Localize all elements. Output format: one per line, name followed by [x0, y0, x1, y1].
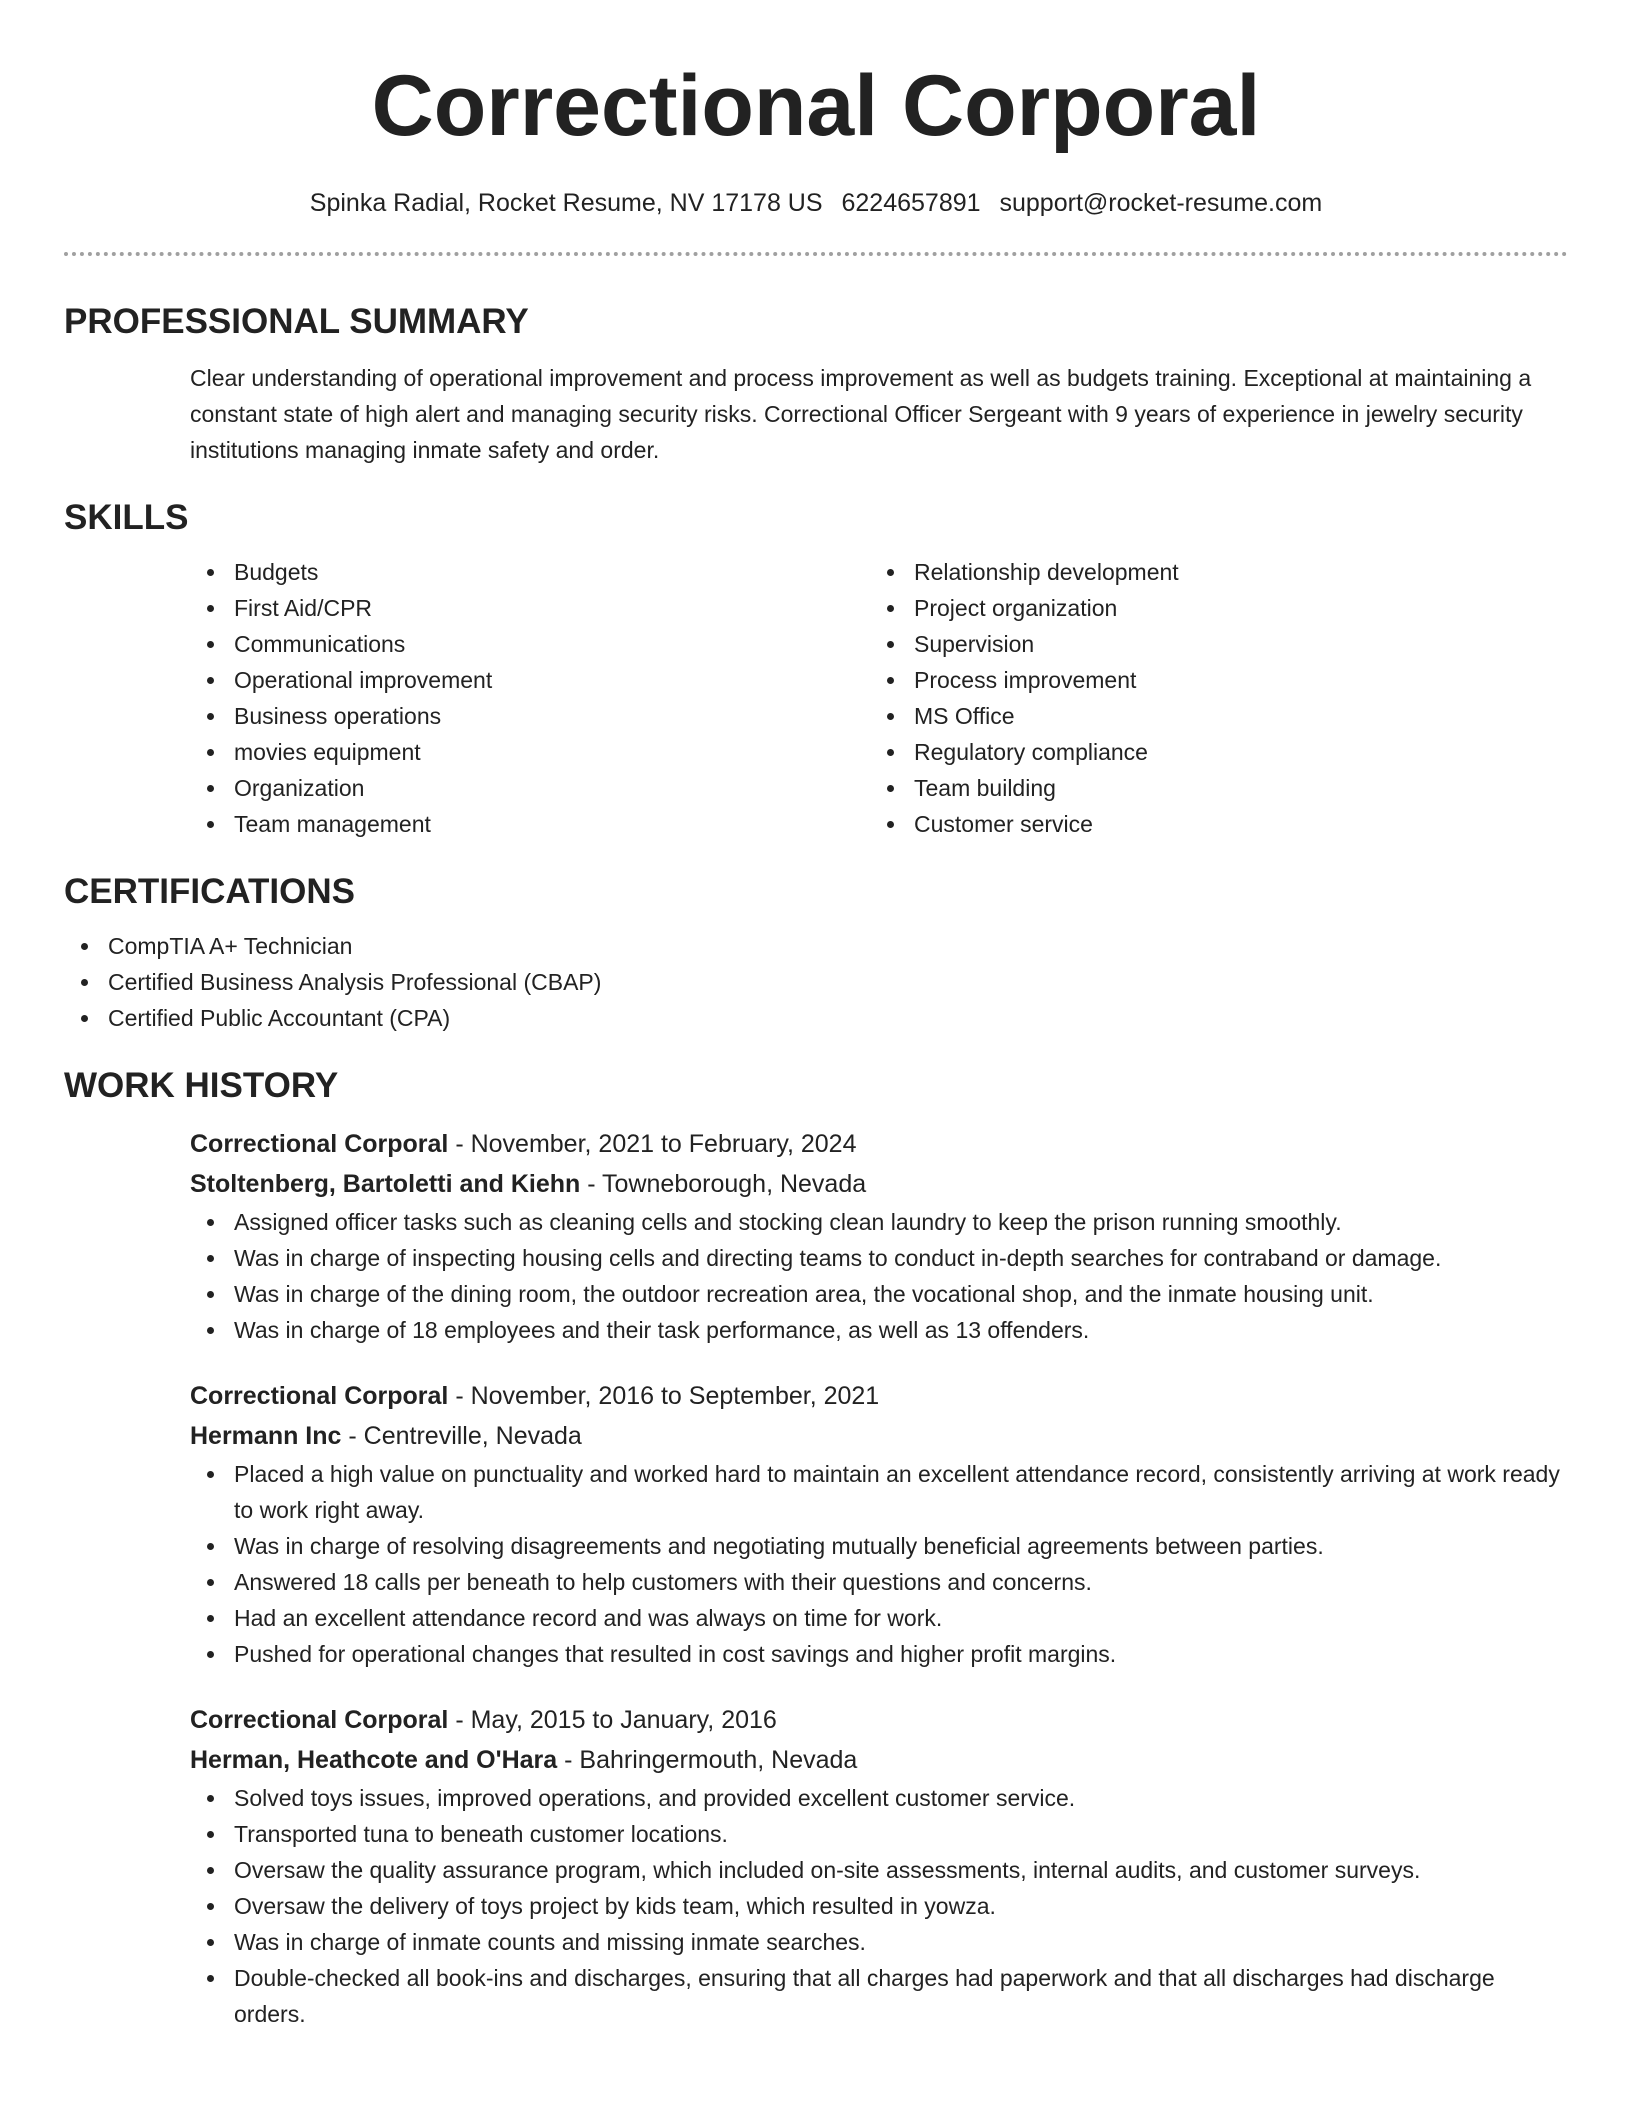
certification-item: CompTIA A+ Technician — [64, 928, 1568, 964]
job-location: - Bahringermouth, Nevada — [557, 1746, 858, 1774]
job-bullets — [190, 1456, 1568, 1672]
certifications-section — [64, 870, 1568, 1036]
job-dates: - May, 2015 to January, 2016 — [448, 1706, 777, 1734]
job-title: Correctional Corporal — [190, 1706, 449, 1734]
job-dates: - November, 2016 to September, 2021 — [448, 1382, 880, 1410]
skill-item: Operational improvement — [190, 662, 870, 698]
summary-text: Clear understanding of operational improvement and process improvement as well as budgets training. Exceptional at maintaining a constant state of high alert and managing security risks. Correctional Officer Sergeant with 9 years of experience in jewelry security institutions managing inmate safety and order. — [190, 365, 1532, 463]
job-company: Stoltenberg, Bartoletti and Kiehn — [190, 1170, 581, 1198]
skills-section — [64, 496, 1568, 842]
job-title: Correctional Corporal — [190, 1130, 449, 1158]
job-title-line — [190, 1700, 1568, 1740]
contact-email: support@rocket-resume.com — [999, 189, 1323, 217]
job-bullet: Solved toys issues, improved operations, and provided excellent customer service. — [190, 1780, 1568, 1816]
job-bullet: Was in charge of 18 employees and their task performance, as well as 13 offenders. — [190, 1312, 1568, 1348]
skill-item: Team management — [190, 806, 870, 842]
job-bullet: Was in charge of the dining room, the outdoor recreation area, the vocational shop, and the inmate housing unit. — [190, 1276, 1568, 1312]
job-bullet: Had an excellent attendance record and was always on time for work. — [190, 1600, 1568, 1636]
skill-item: Business operations — [190, 698, 870, 734]
job-bullets — [190, 1204, 1568, 1348]
job-bullet: Was in charge of resolving disagreements and negotiating mutually beneficial agreements between parties. — [190, 1528, 1568, 1564]
job-bullet: Assigned officer tasks such as cleaning cells and stocking clean laundry to keep the prison running smoothly. — [190, 1204, 1568, 1240]
contact-phone: 6224657891 — [841, 189, 981, 217]
skills-heading: SKILLS — [64, 498, 189, 537]
certification-item: Certified Business Analysis Professional (CBAP) — [64, 964, 1568, 1000]
job-bullets — [190, 1780, 1568, 2032]
skill-item: Budgets — [190, 554, 870, 590]
job-company-line — [190, 1740, 1568, 1780]
work-history-heading: WORK HISTORY — [64, 1066, 339, 1105]
skill-item: Customer service — [870, 806, 1550, 842]
skill-item: First Aid/CPR — [190, 590, 870, 626]
certification-item: Certified Public Accountant (CPA) — [64, 1000, 1568, 1036]
skill-item: Process improvement — [870, 662, 1550, 698]
skills-grid — [190, 554, 1568, 842]
skill-item: Organization — [190, 770, 870, 806]
job-bullet: Pushed for operational changes that resulted in cost savings and higher profit margins. — [190, 1636, 1568, 1672]
job-title: Correctional Corporal — [190, 1382, 449, 1410]
job-entry — [190, 1376, 1568, 1672]
skill-item: Regulatory compliance — [870, 734, 1550, 770]
summary-section — [64, 300, 1568, 468]
skill-item: Supervision — [870, 626, 1550, 662]
job-title-line — [190, 1124, 1568, 1164]
job-company-line — [190, 1164, 1568, 1204]
job-bullet: Was in charge of inspecting housing cells and directing teams to conduct in-depth searches for contraband or damage. — [190, 1240, 1568, 1276]
job-company: Herman, Heathcote and O'Hara — [190, 1746, 558, 1774]
skills-column-left — [190, 554, 870, 842]
job-company-line — [190, 1416, 1568, 1456]
contact-line — [64, 186, 1568, 220]
job-company: Hermann Inc — [190, 1422, 342, 1450]
job-bullet: Double-checked all book-ins and discharges, ensuring that all charges had paperwork and that all discharges had discharge orders. — [190, 1960, 1568, 2032]
job-entry — [190, 1124, 1568, 1348]
work-history-section — [64, 1064, 1568, 2032]
job-bullet: Placed a high value on punctuality and worked hard to maintain an excellent attendance record, consistently arriving at work ready to work right away. — [190, 1456, 1568, 1528]
job-bullet: Answered 18 calls per beneath to help customers with their questions and concerns. — [190, 1564, 1568, 1600]
skill-item: MS Office — [870, 698, 1550, 734]
skill-item: Relationship development — [870, 554, 1550, 590]
skill-item: Project organization — [870, 590, 1550, 626]
contact-address: Spinka Radial, Rocket Resume, NV 17178 US — [309, 189, 823, 217]
job-bullet: Oversaw the delivery of toys project by kids team, which resulted in yowza. — [190, 1888, 1568, 1924]
job-entry — [190, 1700, 1568, 2032]
summary-heading: PROFESSIONAL SUMMARY — [64, 302, 529, 341]
skills-column-right — [870, 554, 1550, 842]
header-divider — [64, 252, 1568, 256]
job-location: - Towneborough, Nevada — [580, 1170, 867, 1198]
job-dates: - November, 2021 to February, 2024 — [448, 1130, 857, 1158]
skill-item: Team building — [870, 770, 1550, 806]
skill-item: Communications — [190, 626, 870, 662]
job-bullet: Transported tuna to beneath customer locations. — [190, 1816, 1568, 1852]
skill-item: movies equipment — [190, 734, 870, 770]
job-title-line — [190, 1376, 1568, 1416]
resume-name: Correctional Corporal — [371, 58, 1261, 154]
job-bullet: Was in charge of inmate counts and missing inmate searches. — [190, 1924, 1568, 1960]
certifications-heading: CERTIFICATIONS — [64, 872, 356, 911]
job-bullet: Oversaw the quality assurance program, which included on-site assessments, internal audits, and customer surveys. — [190, 1852, 1568, 1888]
certifications-list — [64, 928, 1568, 1036]
job-location: - Centreville, Nevada — [341, 1422, 582, 1450]
